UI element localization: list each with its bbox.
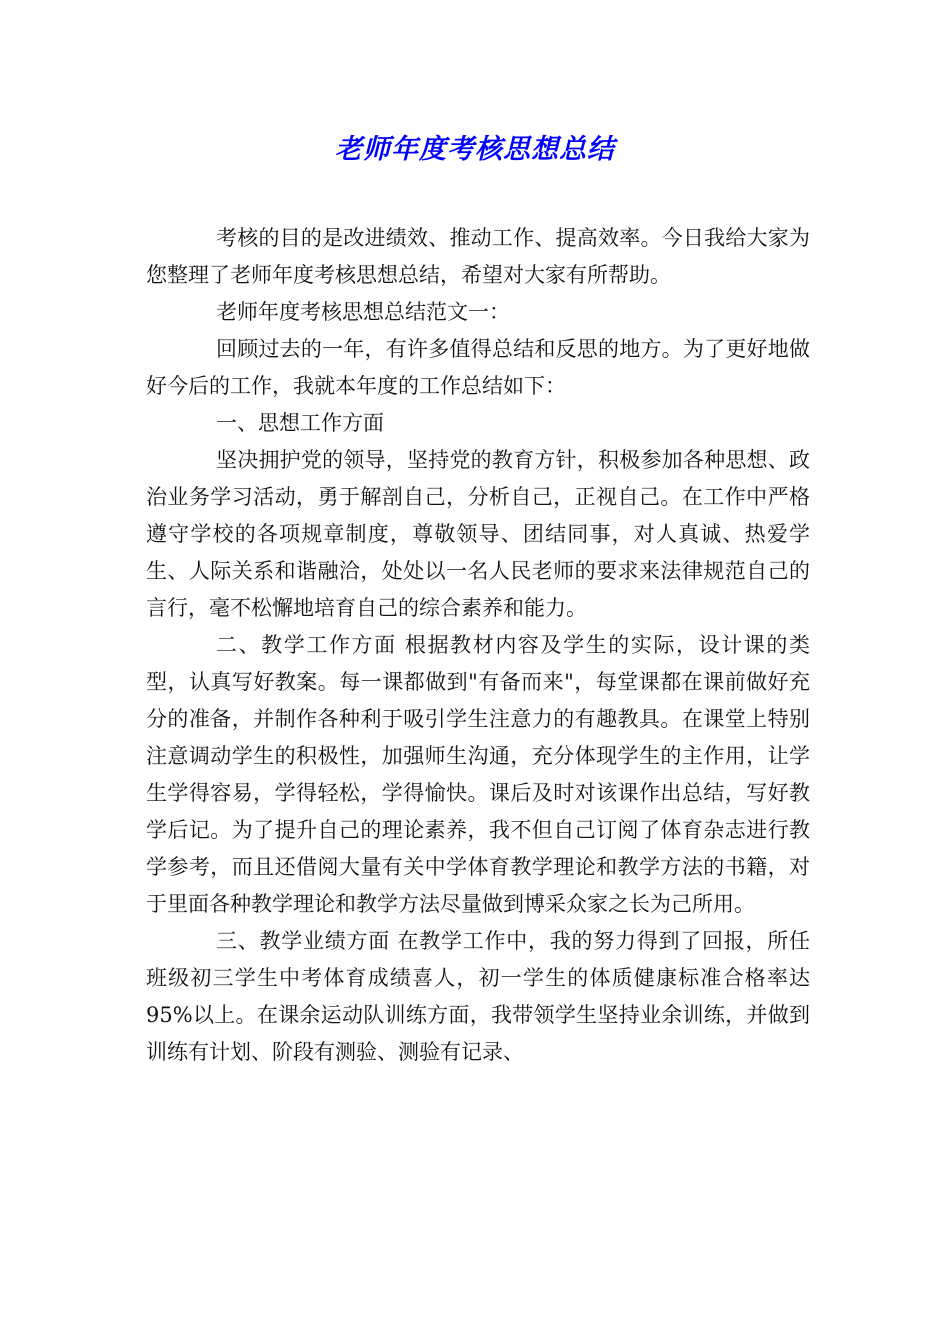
paragraph-sample-heading: 老师年度考核思想总结范文一： bbox=[216, 300, 510, 324]
paragraph-teaching-work: 二、教学工作方面 根据教材内容及学生的实际，设计课的类型，认真写好教案。每一课都做到"有备而来"，每堂课都在课前做好充分的准备，并制作各种利于吸引学生注意力的有趣教具。在课堂上特别注意调动学生的积极性，加强师生沟通，充分体现学生的主作用，让学生学得容易，学得轻松，学得愉快。课后及时对该课作出总结，写好教学后记。为了提升自己的理论素养，我不但自己订阅了体育杂志进行教学参考，而且还借阅大量有关中学体育教学理论和教学方法的书籍，对于里面各种教学理论和教学方法尽量做到博采众家之长为己所用。 bbox=[146, 633, 810, 916]
paragraph-ideology: 坚决拥护党的领导，坚持党的教育方针，积极参加各种思想、政治业务学习活动，勇于解剖自己，分析自己，正视自己。在工作中严格遵守学校的各项规章制度，尊敬领导、团结同事，对人真诚、热爱学生、人际关系和谐融洽，处处以一名人民老师的要求来法律规范自己的言行，毫不松懈地培育自己的综合素养和能力。 bbox=[146, 448, 810, 620]
paragraph-review: 回顾过去的一年，有许多值得总结和反思的地方。为了更好地做好今后的工作，我就本年度的工作总结如下： bbox=[146, 337, 810, 398]
document-title: 老师年度考核思想总结 bbox=[335, 134, 615, 165]
section-heading-ideology: 一、思想工作方面 bbox=[216, 411, 384, 435]
paragraph-intro: 考核的目的是改进绩效、推动工作、提高效率。今日我给大家为您整理了老师年度考核思想总结，希望对大家有所帮助。 bbox=[146, 226, 810, 287]
document-body bbox=[146, 220, 810, 1071]
paragraph-teaching-results: 三、教学业绩方面 在教学工作中，我的努力得到了回报，所任班级初三学生中考体育成绩喜人，初一学生的体质健康标准合格率达95%以上。在课余运动队训练方面，我带领学生坚持业余训练，并做到训练有计划、阶段有测验、测验有记录、 bbox=[146, 929, 810, 1064]
